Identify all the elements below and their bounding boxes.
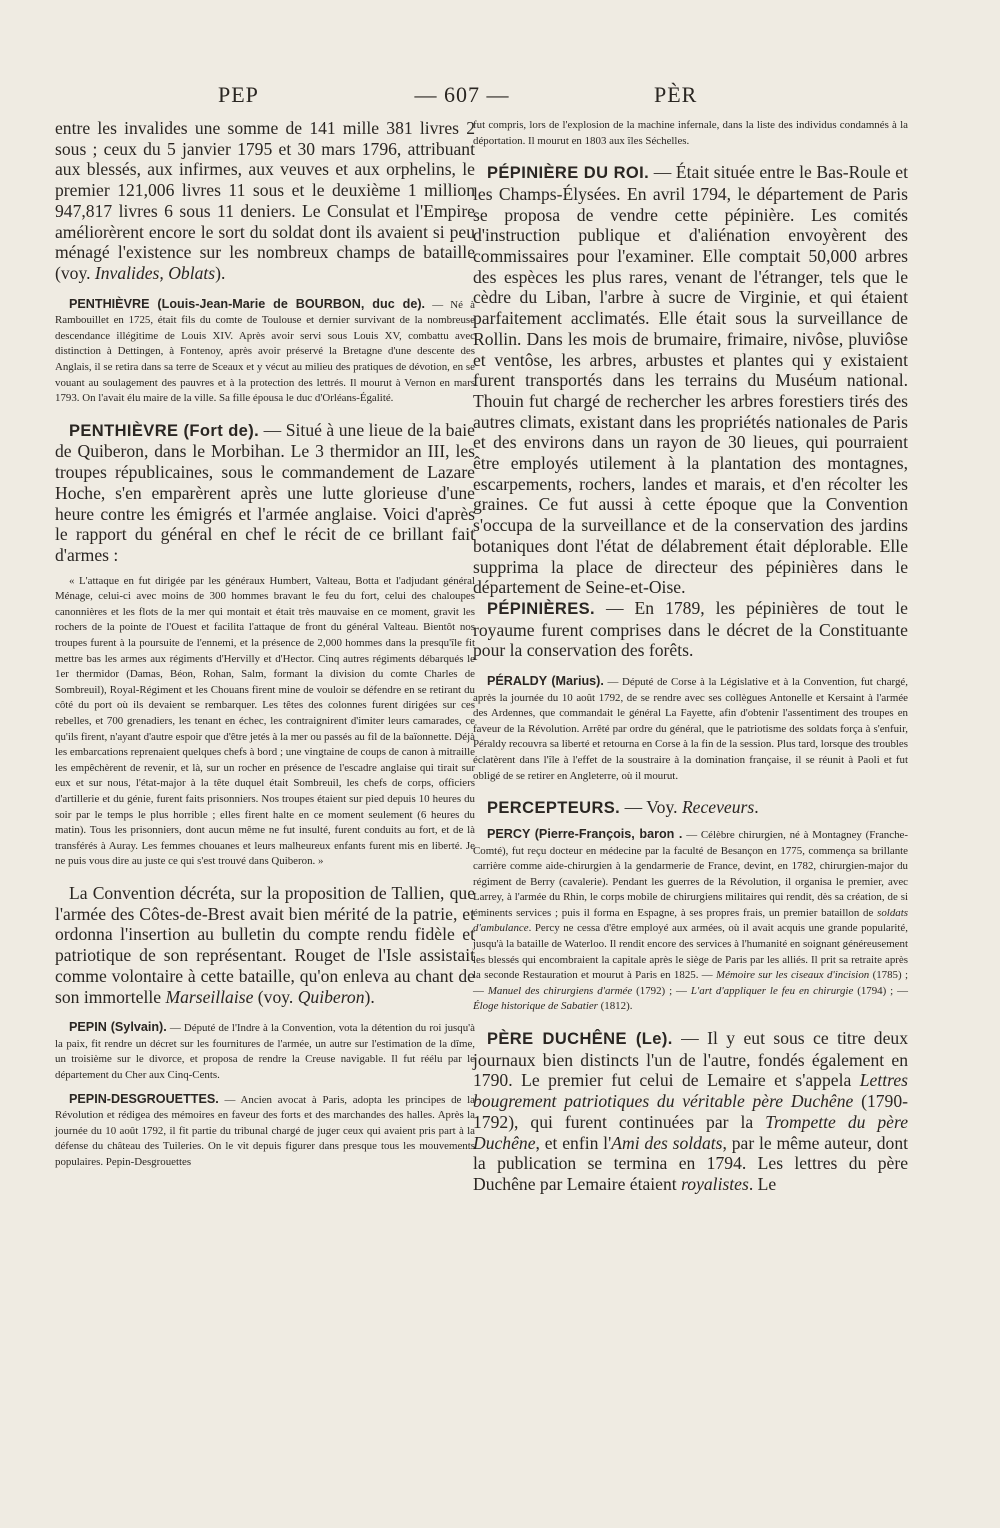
entry-headword: PERCY (Pierre-François, baron . (487, 826, 683, 841)
entry-headword: PEPIN-DESGROUETTES. (69, 1091, 219, 1106)
entry-pepinieres: PÉPINIÈRES. — En 1789, les pépinières de tout le royaume furent comprises dans le décret de la Constituante pour la conservation des forêts. (473, 597, 908, 661)
entry-headword: PENTHIÈVRE (Fort de). (69, 421, 260, 440)
paragraph-continuation: entre les invalides une somme de 141 mille 381 livres 2 sous ; ceux du 5 janvier 1795 et 30 mars 1796, attribuant aux blessés, aux infirmes, aux veuves et aux orphelins, le premier 121,006 livres 11 sous et le deuxième 1 million 947,817 livres 6 sous 11 deniers. Le Consulat et l'Empire améliorèrent encore le sort du soldat dont ils avaient si peu ménagé l'existence sur les nombreux champs de bataille (voy. Invalides, Oblats). (55, 118, 475, 283)
entry-pepin: PEPIN (Sylvain). — Député de l'Indre à la Convention, vota la détention du roi jusqu'à la paix, fit rendre un décret sur les fournitures de l'armée, un autre sur l'estimation de la dîme, un troisième sur le divorce, et proposa de rendre la Creuse navigable. Il fut réélu par le département du Cher aux Cinq-Cents. (55, 1020, 475, 1081)
entry-penthievre-fort: PENTHIÈVRE (Fort de). — Situé à une lieue de la baie de Quiberon, dans le Morbihan. Le 3 thermidor an III, les troupes républicaines, sous le commandement de Lazare Hoche, s'en emparèrent après une lutte glorieuse d'une heure contre les émigrés et l'armée anglaise. Voici d'après le rapport du général en chef le récit de ce brillant fait d'armes : (55, 419, 475, 565)
entry-headword: PEPIN (Sylvain). (69, 1020, 167, 1035)
entry-percepteurs: PERCEPTEURS. — Voy. Receveurs. (487, 797, 759, 818)
entry-peraldy: PÉRALDY (Marius). — Député de Corse à la Législative et à la Convention, fut chargé, après la journée du 10 août 1792, de se rendre avec ses collègues Antonelle et Kersaint à l'armée des Ardennes, que commandait le général La Fayette, afin d'obtenir l'assentiment des troupes en faveur de la Révolution. Arrêté par ordre du général, que le patriotisme des soldats força à s'enfuir, Péraldy recouvra sa liberté et retourna en Corse à la fin de la session. Plus tard, lorsque des troubles éclatèrent dans l'île à l'effet de la soustraire à la domination française, il se réunit à Paoli et fut obligé de se retirer en Angleterre, où il mourut. (473, 674, 908, 782)
entry-pepin-desgrouettes: PEPIN-DESGROUETTES. — Ancien avocat à Paris, adopta les principes de la Révolution et rédigea des mémoires en faveur des forts et des marchandes des halles. Après la journée du 10 août 1792, il fit partie du tribunal chargé de juger ceux qui avaient pris part à la défense du château des Tuileries. On le vit depuis figurer dans presque tous les mouvements populaires. Pepin-Desgrouettes (55, 1091, 475, 1168)
entry-headword: PÉPINIÈRES. (487, 599, 596, 618)
running-head-left: PEP (218, 82, 259, 107)
paragraph-continuation: fut compris, lors de l'explosion de la machine infernale, dans la liste des individus condamnés à la déportation. Il mourut en 1803 aux îles Séchelles. (473, 119, 908, 147)
paragraph-convention: La Convention décréta, sur la proposition de Tallien, que l'armée des Côtes-de-Brest avait bien mérité de la patrie, et ordonna l'insertion au bulletin du compte rendu fidèle et patriotique de son représentant. Rouget de l'Isle assistait comme volontaire à cette bataille, qu'on enleva au chant de son immortelle Marseillaise (voy. Quiberon). (55, 882, 475, 1007)
left-column (55, 118, 475, 1171)
running-head (0, 82, 1000, 116)
entry-headword: PÉRALDY (Marius). (487, 674, 604, 689)
entry-percy: PERCY (Pierre-François, baron . — Célèbre chirurgien, né à Montagney (Franche-Comté), fut reçu docteur en médecine par la faculté de Besançon en 1775, commença sa brillante carrière comme aide-chirurgien à la gendarmerie de France, devint, en 1782, chirurgien-major du régiment de Berry (cavalerie). Pendant les guerres de la Révolution, il organisa le premier, avec Larrey, à l'armée du Rhin, le corps mobile de chirurgiens militaires qui rendit, dès sa création, de si éminents services ; puis il forma en Espagne, à ses propres frais, un premier bataillon de soldats d'ambulance. Percy ne cessa d'être employé aux armées, où il avait acquis une grande popularité, jusqu'à la bataille de Waterloo. Il rendit encore des services à l'humanité en soignant généreusement les blessés qui encombraient la capitale après le siège de Paris par les alliés. Il prit sa retraite après la seconde Restauration et mourut à Paris en 1825. — Mémoire sur les ciseaux d'incision (1785) ; — Manuel des chirurgiens d'armée (1792) ; — L'art d'appliquer le feu en chirurgie (1794) ; — Éloge historique de Sabatier (1812). (473, 826, 909, 1013)
page-number: — 607 — (414, 82, 510, 107)
right-column (473, 118, 908, 1195)
entry-penthievre-duc: PENTHIÈVRE (Louis-Jean-Marie de BOURBON, duc de). — Né à Rambouillet en 1725, était fils du comte de Toulouse et dernier survivant de la nombreuse descendance illégitime de Louis XIV. Après avoir servi sous Louis XV, combattu avec distinction à Dettingen, à Fontenoy, après avoir préservé la Bretagne d'une descente des Anglais, il se retira dans sa terre de Sceaux et y vécut au milieu des pratiques de dévotion, en se vouant au soulagement des pauvres et à la protection des lettrés. Il mourut à Vernon en mars 1793. On l'avait élu maire de la ville. Sa fille épousa le duc d'Orléans-Égalité. (55, 296, 475, 405)
entry-pere-duchene: PÈRE DUCHÊNE (Le). — Il y eut sous ce titre deux journaux bien distincts l'un de l'autre, fondés également en 1790. Le premier fut celui de Lemaire et s'appela Lettres bougrement patriotiques du véritable père Duchêne (1790-1792), qui furent continuées par la Trompette du père Duchêne, et enfin l'Ami des soldats, par le même auteur, dont la publication se termina en 1794. Les lettres du père Duchêne par Lemaire étaient royalistes. Le (473, 1028, 909, 1194)
entry-headword: PENTHIÈVRE (Louis-Jean-Marie de BOURBON, duc de). (69, 296, 426, 311)
entry-headword: PÉPINIÈRE DU ROI. (487, 164, 650, 183)
quotation-block: « L'attaque en fut dirigée par les généraux Humbert, Valteau, Botta et l'adjudant général Ménage, celui-ci avec moins de 300 hommes bravant le feu du fort, celui des chaloupes canonnières et les flots de la mer qui montait et était très mauvaise en ce moment, gravit les rochers de la pointe de l'Ouest et facilita l'attaque de front du général Valteau. Bientôt nos troupes furent à la poursuite de l'ennemi, et la présence de 2,000 hommes dans la presqu'île fit mettre bas les armes aux régiments d'Hervilly et d'Hector. Cinq autres régiments débarqués le 1er thermidor (Damas, Béon, Rohan, Salm, formant la division du comte Charles de Sombreuil), Royal-Régiment et les Chouans firent mine de vouloir se défendre en se retirant du côté du port où ils devaient se rembarquer. Les têtes des colonnes furent dirigées sur ces rebelles, et 700 grenadiers, les tenant en échec, les contraignirent d'imiter leurs camarades, ce qu'ils firent, n'ayant d'autre espoir que d'être jetés à la mer ou passés au fil de la baïonnette. Déjà les embarcations reprenaient quelques chefs à bord ; une vingtaine de coups de canon à mitraille les empêchèrent de revenir, et là, sur un rocher en présence de l'escadre anglaise qui tirait sur eux et sur nous, l'état-major à la tête duquel était Sombreuil, les chefs de corps, officiers d'artillerie et du génie, furent faits prisonniers. Nos troupes étaient sur pied depuis 10 heures du soir par le temps le plus horrible ; elles firent halte en ce moment seulement (6 heures du matin). Tous les prisonniers, dont aucun même ne fut insulté, furent conduits au fort, et de là transférés à Auray. Les femmes chouanes et leurs malheureux enfants furent mis en liberté. Je ne puis vous dire au juste ce qui s'est trouvé dans Quiberon. » (55, 574, 475, 868)
entry-headword: PÈRE DUCHÊNE (Le). (487, 1030, 673, 1049)
running-head-right: PÈR (654, 82, 698, 107)
entry-pepiniere-du-roi: PÉPINIÈRE DU ROI. — Était située entre le Bas-Roule et les Champs-Élysées. En avril 1794, le département de Paris se proposa de vendre cette pépinière. Les comités d'instruction publique et d'aliénation envoyèrent des commissaires pour l'examiner. Elle comptait 50,000 arbres des espèces les plus rares, venant de l'étranger, tels que le cèdre du Liban, l'arbre à sucre de Virginie, et qui étaient parfaitement acclimatés. Elle était sous la surveillance de Rollin. Dans les mois de brumaire, frimaire, nivôse, pluviôse et ventôse, les arbres, arbustes et plantes qui y existaient furent transportés dans les terrains du Muséum national. Thouin fut chargé de rechercher les arbres forestiers tirés des autres climats, existant dans les propriétés nationales de Paris et des environs dans un rayon de 30 lieues, qui pourraient être employés utilement à la plantation des montagnes, escarpements, rochers, landes et marais, et d'en récolter les graines. Ce fut aussi à cette époque que la Convention s'occupa de la surveillance et de la conservation des jardins botaniques dont l'état de délabrement était déplorable. Elle supprima la place de directeur des pépinières dans le département de Seine-et-Oise. (473, 162, 908, 598)
entry-headword: PERCEPTEURS. (487, 799, 621, 818)
